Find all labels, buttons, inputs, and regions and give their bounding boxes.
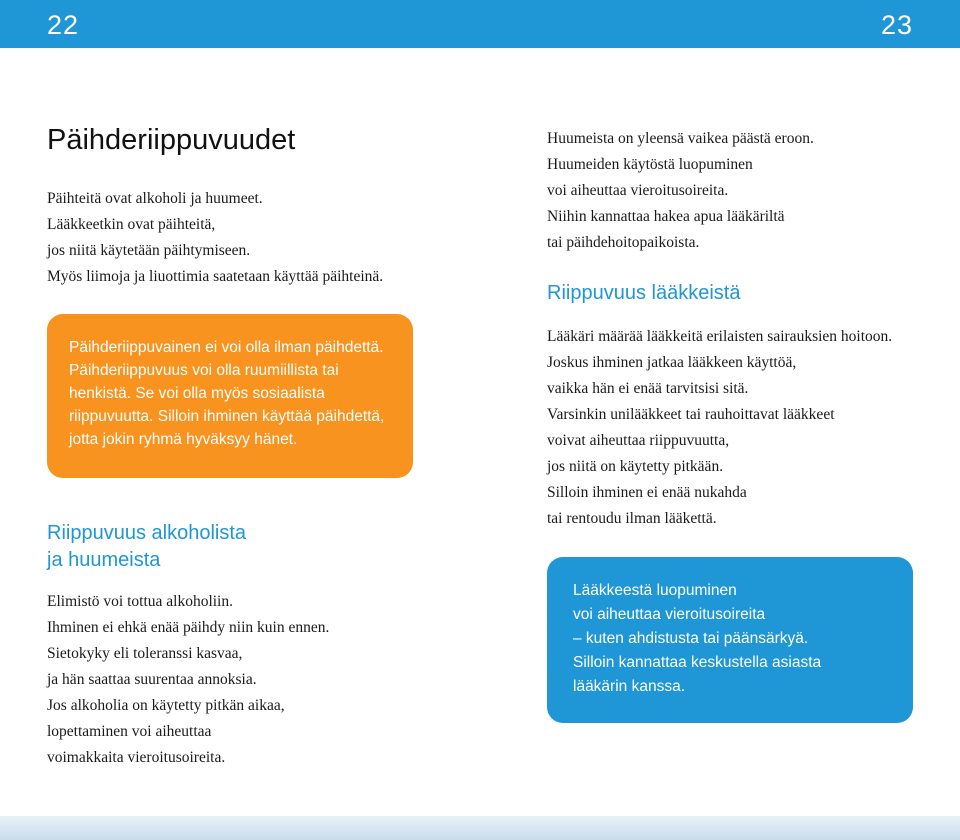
heading-line: Riippuvuus alkoholista	[47, 522, 247, 544]
box-line: henkistä. Se voi olla myös sosiaalista	[69, 385, 325, 402]
text-line: Joskus ihminen jatkaa lääkkeen käyttöä,	[547, 354, 797, 371]
heading-line: ja huumeista	[47, 549, 161, 571]
box-line: lääkärin kanssa.	[573, 678, 686, 695]
header-bar	[0, 0, 960, 48]
heading-line: Riippuvuus lääkkeistä	[547, 282, 741, 304]
section-heading-alcohol	[47, 520, 246, 574]
footer-bar	[0, 816, 960, 840]
text-line: voivat aiheuttaa riippuvuutta,	[547, 432, 730, 449]
text-line: vaikka hän ei enää tarvitsisi sitä.	[547, 380, 749, 397]
box-line: Päihderiippuvainen ei voi olla ilman päihdettä.	[69, 339, 384, 356]
text-line: tai rentoudu ilman lääkettä.	[547, 510, 717, 527]
drugs-paragraph	[547, 126, 814, 256]
box-line: – kuten ahdistusta tai päänsärkyä.	[573, 630, 809, 647]
text-line: Lääkäri määrää lääkkeitä erilaisten sairauksien hoitoon.	[547, 328, 893, 345]
text-line: Silloin ihminen ei enää nukahda	[547, 484, 747, 501]
text-line: Lääkkeetkin ovat päihteitä,	[47, 216, 216, 233]
text-line: Sietokyky eli toleranssi kasvaa,	[47, 645, 243, 662]
text-line: voi aiheuttaa vieroitusoireita.	[547, 182, 729, 199]
box-line: jotta jokin ryhmä hyväksyy hänet.	[69, 431, 298, 448]
text-line: Päihteitä ovat alkoholi ja huumeet.	[47, 190, 263, 207]
medicine-paragraph	[547, 324, 892, 532]
box-line: Päihderiippuvuus voi olla ruumiillista tai	[69, 362, 339, 379]
text-line: Huumeiden käytöstä luopuminen	[547, 156, 753, 173]
blue-info-box	[547, 557, 913, 723]
box-line: Silloin kannattaa keskustella asiasta	[573, 654, 822, 671]
text-line: Jos alkoholia on käytetty pitkän aikaa,	[47, 697, 285, 714]
text-line: Huumeista on yleensä vaikea päästä eroon.	[547, 130, 814, 147]
intro-paragraph	[47, 186, 383, 290]
text-line: tai päihdehoitopaikoista.	[547, 234, 700, 251]
page-number-left: 22	[47, 10, 80, 40]
text-line: ja hän saattaa suurentaa annoksia.	[47, 671, 257, 688]
text-line: Ihminen ei ehkä enää päihdy niin kuin ennen.	[47, 619, 330, 636]
text-line: jos niitä käytetään päihtymiseen.	[47, 242, 251, 259]
box-line: riippuvuutta. Silloin ihminen käyttää päihdettä,	[69, 408, 385, 425]
page-number-right: 23	[880, 10, 913, 40]
page-title: Päihderiippuvuudet	[47, 124, 296, 156]
orange-info-box	[47, 314, 413, 478]
text-line: voimakkaita vieroitusoireita.	[47, 749, 226, 766]
text-line: Varsinkin unilääkkeet tai rauhoittavat lääkkeet	[547, 406, 835, 423]
text-line: jos niitä on käytetty pitkään.	[547, 458, 724, 475]
alcohol-paragraph	[47, 589, 329, 771]
box-line: Lääkkeestä luopuminen	[573, 582, 737, 599]
box-line: voi aiheuttaa vieroitusoireita	[573, 606, 766, 623]
section-heading-medicine	[547, 280, 740, 307]
text-line: lopettaminen voi aiheuttaa	[47, 723, 212, 740]
text-line: Elimistö voi tottua alkoholiin.	[47, 593, 233, 610]
text-line: Niihin kannattaa hakea apua lääkäriltä	[547, 208, 785, 225]
text-line: Myös liimoja ja liuottimia saatetaan käyttää päihteinä.	[47, 268, 384, 285]
